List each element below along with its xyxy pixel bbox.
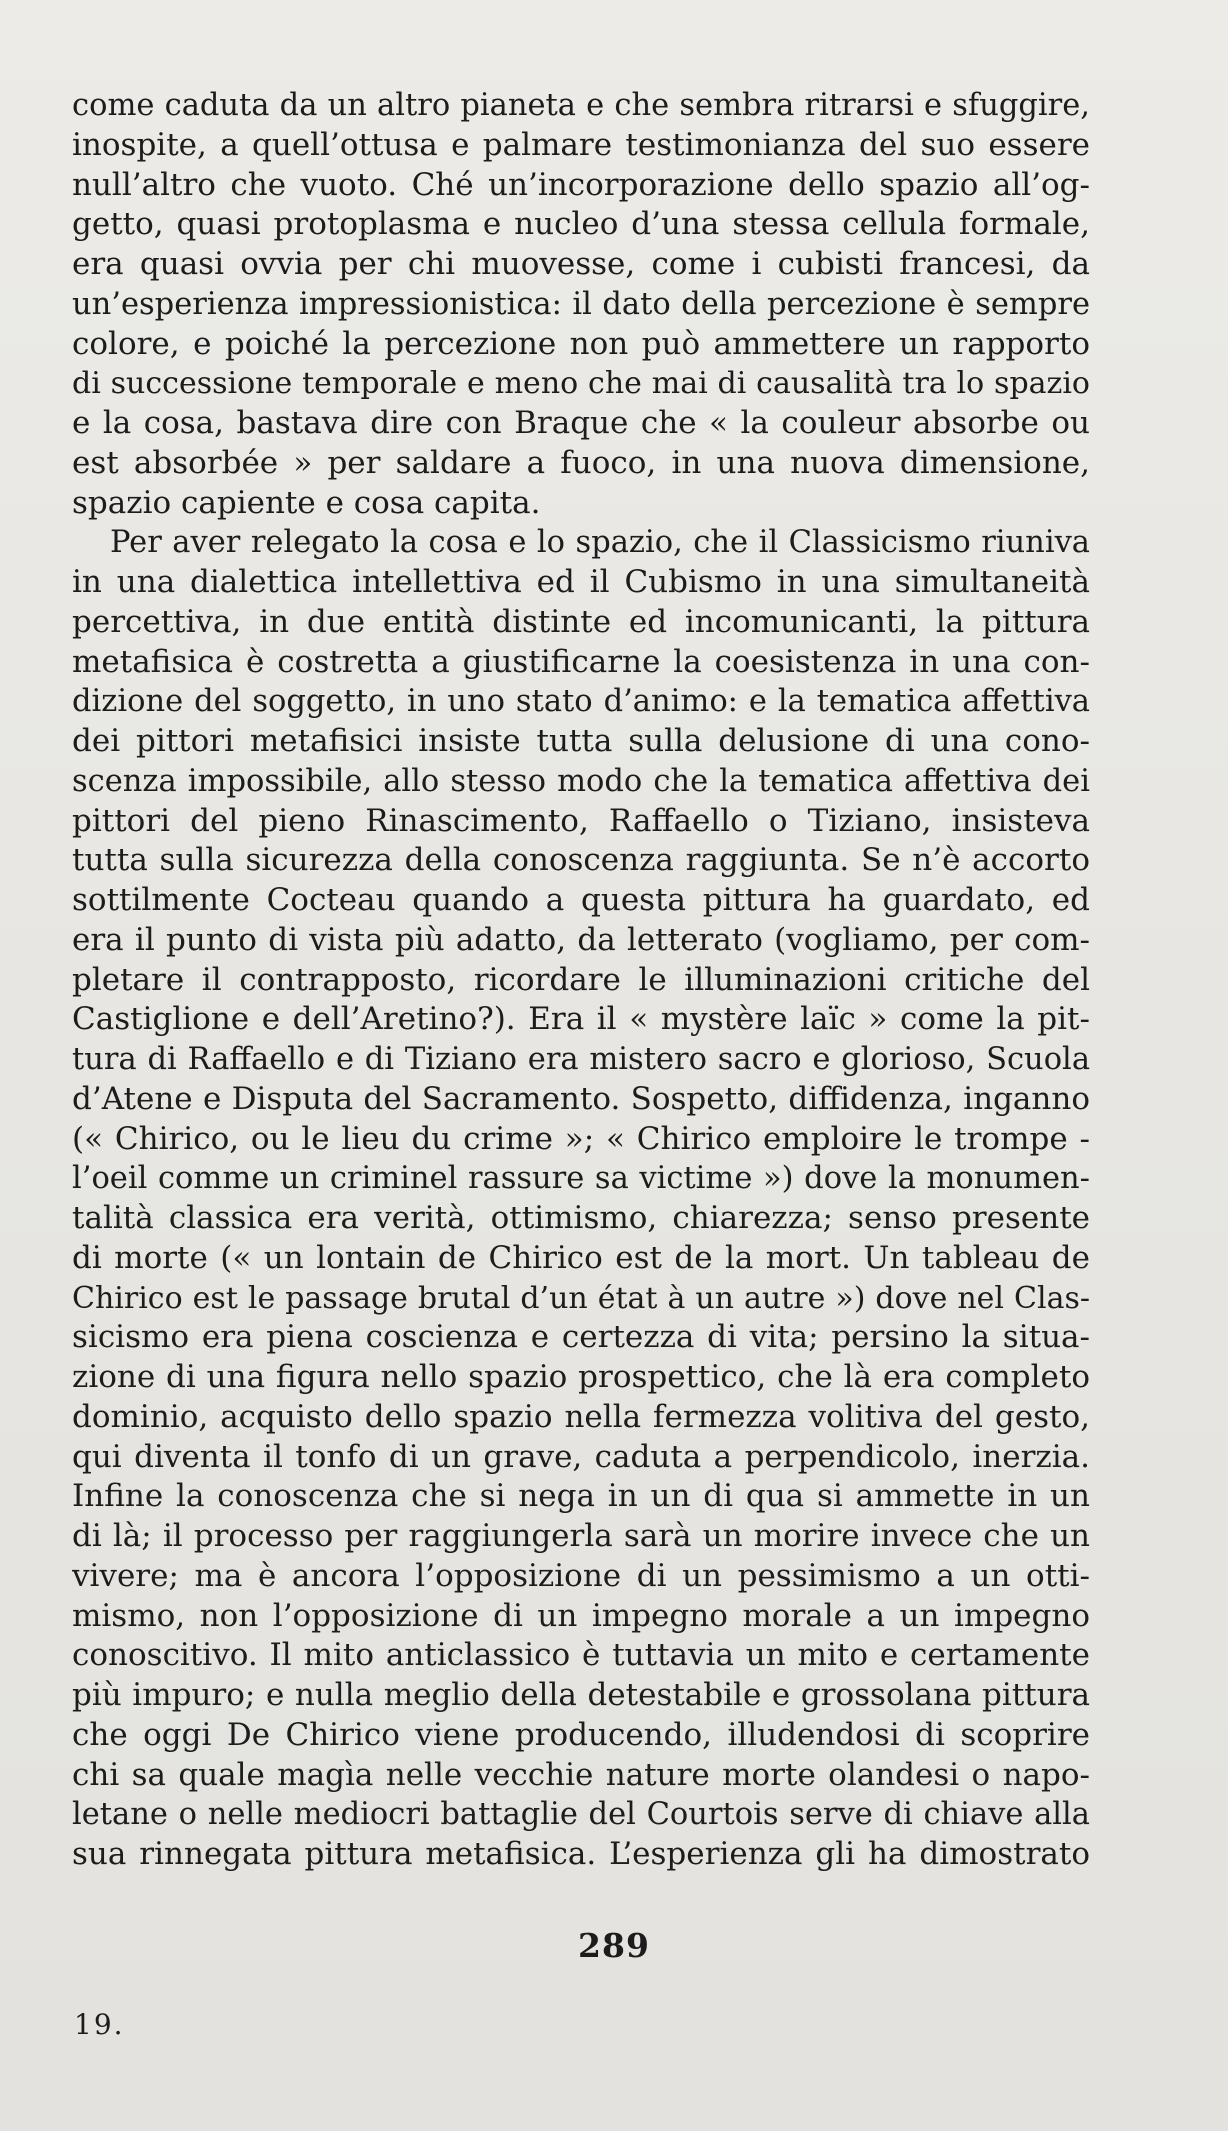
text-line: sua rinnegata pittura metafisica. L’esperienza gli ha dimostrato xyxy=(72,1836,1090,1872)
text-line: metafisica è costretta a giustificarne la coesistenza in una con- xyxy=(72,643,1090,680)
text-line: d’Atene e Disputa del Sacramento. Sospetto, diffidenza, inganno xyxy=(72,1080,1090,1117)
text-line: letane o nelle mediocri battaglie del Courtois serve di chiave alla xyxy=(72,1797,1090,1833)
text-line: qui diventa il tonfo di un grave, caduta a perpendicolo, inerzia. xyxy=(72,1438,1090,1475)
text-line: mismo, non l’opposizione di un impegno morale a un impegno xyxy=(72,1597,1090,1634)
text-line: sottilmente Cocteau quando a questa pittura ha guardato, ed xyxy=(72,882,1090,918)
text-line: Castiglione e dell’Aretino?). Era il « mystère laïc » come la pit- xyxy=(72,1001,1090,1038)
text-line: est absorbée » per saldare a fuoco, in una nuova dimensione, xyxy=(72,444,1090,481)
text-line: (« Chirico, ou le lieu du crime »; « Chirico emploire le trompe - xyxy=(72,1120,1090,1157)
text-line: getto, quasi protoplasma e nucleo d’una stessa cellula formale, xyxy=(72,206,1090,243)
text-line: Infine la conoscenza che si nega in un di qua si ammette in un xyxy=(72,1478,1090,1515)
text-line: pittori del pieno Rinascimento, Raffaello o Tiziano, insisteva xyxy=(72,802,1090,839)
text-line: vivere; ma è ancora l’opposizione di un pessimismo a un otti- xyxy=(72,1557,1090,1594)
text-line: era quasi ovvia per chi muovesse, come i cubisti francesi, da xyxy=(72,246,1090,282)
text-line: colore, e poiché la percezione non può ammettere un rapporto xyxy=(72,325,1090,362)
text-line: e la cosa, bastava dire con Braque che « la couleur absorbe ou xyxy=(72,405,1090,441)
text-line: come caduta da un altro pianeta e che sembra ritrarsi e sfuggire, xyxy=(72,88,1090,123)
text-line: di là; il processo per raggiungerla sarà un morire invece che un xyxy=(72,1518,1090,1554)
text-line: percettiva, in due entità distinte ed incomunicanti, la pittura xyxy=(72,603,1090,640)
text-line: dominio, acquisto dello spazio nella fermezza volitiva del gesto, xyxy=(72,1398,1090,1435)
text-line: talità classica era verità, ottimismo, chiarezza; senso presente xyxy=(72,1200,1090,1236)
text-line: dizione del soggetto, in uno stato d’animo: e la tematica affettiva xyxy=(72,684,1090,720)
text-line: in una dialettica intellettiva ed il Cubismo in una simultaneità xyxy=(72,564,1090,600)
text-line: di successione temporale e meno che mai di causalità tra lo spazio xyxy=(72,366,1090,402)
text-line: Per aver relegato la cosa e lo spazio, che il Classicismo riuniva xyxy=(110,525,1090,561)
signature-mark: 19. xyxy=(74,2008,125,2041)
text-line: zione di una figura nello spazio prospettico, che là era completo xyxy=(72,1359,1090,1395)
text-line: dei pittori metafisici insiste tutta sulla delusione di una cono- xyxy=(72,723,1090,759)
text-line: chi sa quale magìa nelle vecchie nature morte olandesi o napo- xyxy=(72,1756,1090,1793)
text-line: che oggi De Chirico viene producendo, illudendosi di scoprire xyxy=(72,1716,1090,1753)
text-line: tutta sulla sicurezza della conoscenza raggiunta. Se n’è accorto xyxy=(72,842,1090,879)
body-text xyxy=(72,86,1090,1875)
text-line: tura di Raffaello e di Tiziano era mistero sacro e glorioso, Scuola xyxy=(72,1042,1090,1077)
text-line: più impuro; e nulla meglio della detestabile e grossolana pittura xyxy=(72,1677,1090,1713)
text-line: un’esperienza impressionistica: il dato della percezione è sempre xyxy=(72,286,1090,322)
text-line: null’altro che vuoto. Ché un’incorporazione dello spazio all’og- xyxy=(72,166,1090,203)
text-line: l’oeil comme un criminel rassure sa victime ») dove la monumen- xyxy=(72,1161,1090,1197)
text-line: era il punto di vista più adatto, da letterato (vogliamo, per com- xyxy=(72,921,1090,958)
text-line: scenza impossibile, allo stesso modo che la tematica affettiva dei xyxy=(72,763,1090,799)
text-line: Chirico est le passage brutal d’un état à un autre ») dove nel Clas- xyxy=(72,1280,1090,1316)
text-line: conoscitivo. Il mito anticlassico è tuttavia un mito e certamente xyxy=(72,1637,1090,1674)
text-line: pletare il contrapposto, ricordare le illuminazioni critiche del xyxy=(72,961,1090,998)
text-line: di morte (« un lontain de Chirico est de la mort. Un tableau de xyxy=(72,1239,1090,1276)
text-line: sicismo era piena coscienza e certezza di vita; persino la situa- xyxy=(72,1319,1090,1356)
page-number: 289 xyxy=(578,1926,650,1965)
text-line: spazio capiente e cosa capita. xyxy=(72,484,541,521)
text-line: inospite, a quell’ottusa e palmare testimonianza del suo essere xyxy=(72,126,1090,163)
